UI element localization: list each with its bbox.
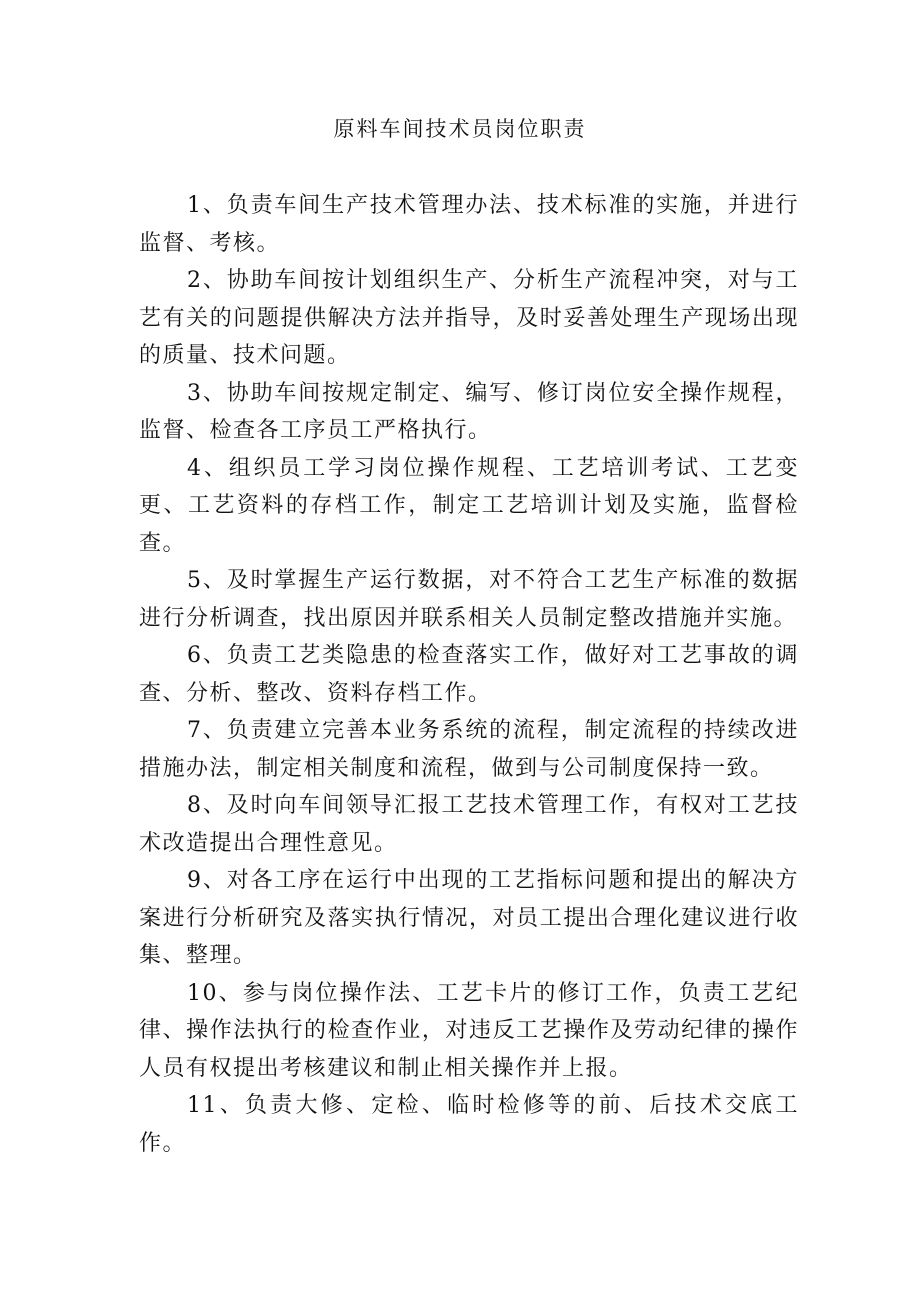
duty-item-7: 7、负责建立完善本业务系统的流程，制定流程的持续改进措施办法，制定相关制度和流程，做到与公司制度保持一致。	[139, 718, 799, 781]
duty-item-2: 2、协助车间按计划组织生产、分析生产流程冲突，对与工艺有关的问题提供解决方法并指导，及时妥善处理生产现场出现的质量、技术问题。	[139, 268, 799, 368]
document-body	[139, 187, 799, 1162]
duty-item-11: 11、负责大修、定检、临时检修等的前、后技术交底工作。	[139, 1093, 799, 1156]
duty-item-3: 3、协助车间按规定制定、编写、修订岗位安全操作规程，监督、检查各工序员工严格执行。	[139, 380, 799, 443]
duty-item-9: 9、对各工序在运行中出现的工艺指标问题和提出的解决方案进行分析研究及落实执行情况，对员工提出合理化建议进行收集、整理。	[139, 868, 799, 968]
duty-item-1: 1、负责车间生产技术管理办法、技术标准的实施，并进行监督、考核。	[139, 193, 799, 256]
duty-item-10: 10、参与岗位操作法、工艺卡片的修订工作，负责工艺纪律、操作法执行的检查作业，对违反工艺操作及劳动纪律的操作人员有权提出考核建议和制止相关操作并上报。	[139, 980, 799, 1081]
duty-item-6: 6、负责工艺类隐患的检查落实工作，做好对工艺事故的调查、分析、整改、资料存档工作。	[139, 643, 799, 706]
duty-item-4: 4、组织员工学习岗位操作规程、工艺培训考试、工艺变更、工艺资料的存档工作，制定工艺培训计划及实施，监督检查。	[139, 455, 799, 556]
document-title: 原料车间技术员岗位职责	[333, 117, 587, 141]
duty-item-8: 8、及时向车间领导汇报工艺技术管理工作，有权对工艺技术改造提出合理性意见。	[139, 793, 799, 856]
duty-item-5: 5、及时掌握生产运行数据，对不符合工艺生产标准的数据进行分析调查，找出原因并联系相关人员制定整改措施并实施。	[139, 568, 799, 631]
